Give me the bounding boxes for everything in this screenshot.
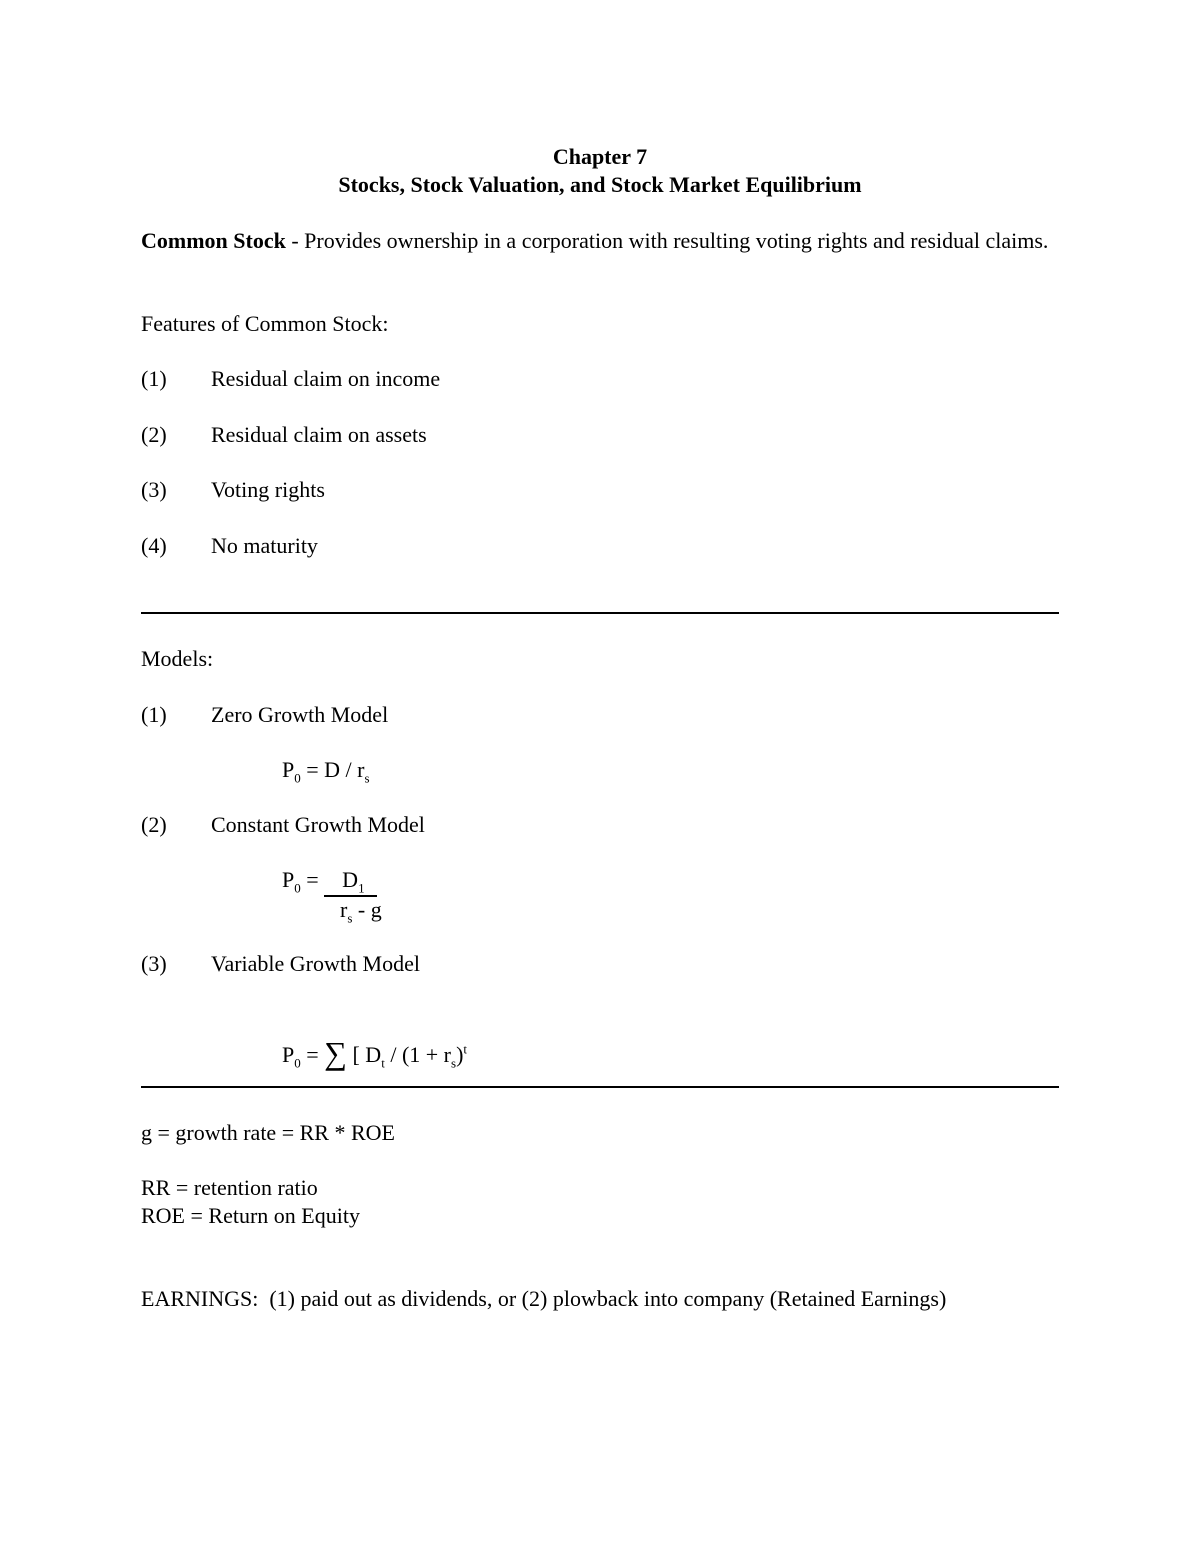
page-title: Stocks, Stock Valuation, and Stock Market Equilibrium [338, 172, 862, 197]
formula-text: = D / r [300, 757, 365, 782]
formula-text: [ D [346, 1042, 382, 1067]
feature-number: (4) [141, 533, 167, 558]
earnings-line: EARNINGS: (1) paid out as dividends, or (2) plowback into company (Retained Earnings) [141, 1286, 947, 1311]
formula-text: = [300, 867, 325, 892]
formula-subscript: s [451, 1055, 457, 1071]
horizontal-rule [141, 612, 1059, 614]
constant-growth-formula [282, 866, 377, 897]
formula-subscript: 1 [358, 880, 365, 896]
formula-symbol: P [282, 757, 295, 782]
growth-rate-definition: g = growth rate = RR * ROE [141, 1120, 395, 1145]
formula-text: - g [352, 897, 382, 922]
formula-symbol: D [342, 867, 359, 892]
definition-term: Common Stock [141, 228, 286, 253]
feature-label: Residual claim on income [211, 366, 441, 391]
fraction-numerator [324, 866, 376, 897]
feature-number: (3) [141, 477, 167, 502]
variable-growth-formula [282, 1031, 467, 1073]
fraction-denominator [340, 896, 382, 925]
formula-superscript: t [463, 1041, 468, 1057]
formula-subscript: 0 [294, 770, 301, 786]
model-number: (1) [141, 702, 167, 727]
feature-number: (1) [141, 366, 167, 391]
formula-subscript: t [381, 1055, 385, 1071]
formula-symbol: P [282, 867, 295, 892]
chapter-label: Chapter 7 [552, 144, 648, 169]
definition-text: - Provides ownership in a corporation with resulting voting rights and residual claims. [285, 228, 1049, 253]
formula-text: ) [456, 1042, 464, 1067]
models-heading: Models: [141, 646, 214, 671]
common-stock-definition [141, 227, 1059, 256]
formula-symbol: r [340, 897, 348, 922]
summation-symbol: ∑ [324, 1035, 347, 1071]
formula-symbol: P [282, 1042, 295, 1067]
model-label: Zero Growth Model [211, 702, 389, 727]
feature-label: No maturity [211, 533, 318, 558]
formula-text: / (1 + r [384, 1042, 451, 1067]
feature-label: Voting rights [211, 477, 325, 502]
model-label: Constant Growth Model [211, 812, 425, 837]
formula-subscript: 0 [294, 1055, 301, 1071]
model-number: (3) [141, 951, 167, 976]
feature-label: Residual claim on assets [211, 422, 427, 447]
formula-subscript: 0 [294, 880, 301, 896]
retention-ratio-definition: RR = retention ratio [141, 1175, 318, 1200]
model-label: Variable Growth Model [211, 951, 420, 976]
formula-subscript: s [347, 910, 353, 926]
horizontal-rule [141, 1086, 1059, 1088]
roe-definition: ROE = Return on Equity [141, 1203, 360, 1228]
formula-text: = [300, 1042, 325, 1067]
zero-growth-formula [282, 756, 370, 785]
formula-subscript: s [364, 770, 370, 786]
feature-number: (2) [141, 422, 167, 447]
model-number: (2) [141, 812, 167, 837]
features-heading: Features of Common Stock: [141, 311, 389, 336]
